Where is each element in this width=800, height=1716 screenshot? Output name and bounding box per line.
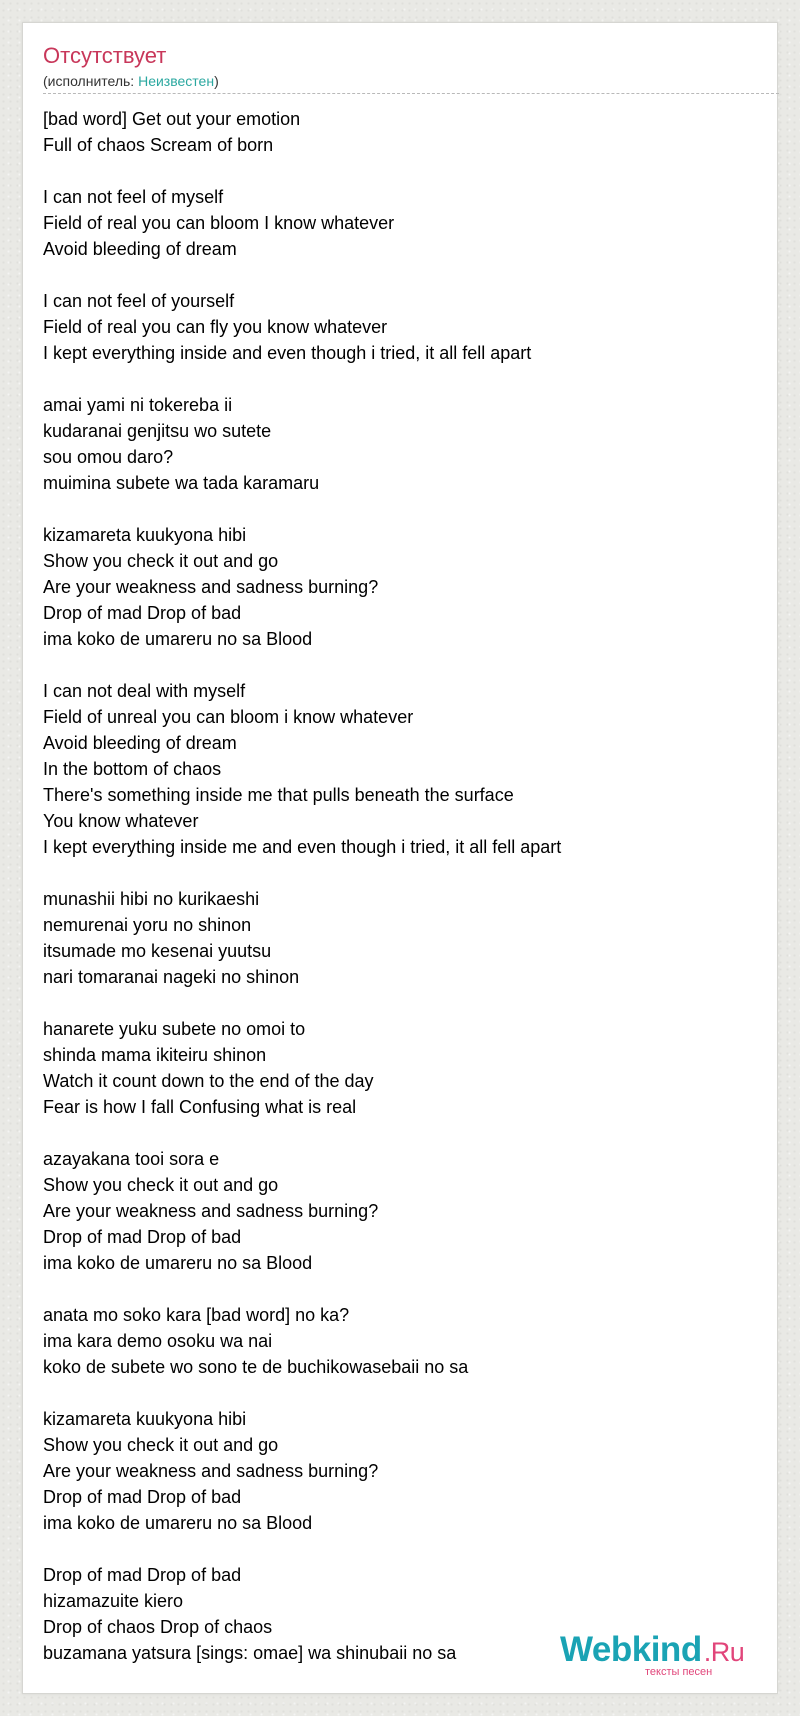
lyric-line: I kept everything inside and even though i tried, it all fell apart (43, 343, 532, 363)
lyric-line: Avoid bleeding of dream (43, 239, 237, 259)
lyric-line: There's something inside me that pulls beneath the surface (43, 785, 514, 805)
title-divider (43, 93, 779, 94)
lyric-line: Show you check it out and go (43, 1435, 279, 1455)
lyric-line: Drop of mad Drop of bad (43, 1565, 242, 1585)
lyric-line: shinda mama ikiteiru shinon (43, 1045, 267, 1065)
lyric-line: amai yami ni tokereba ii (43, 395, 233, 415)
lyric-line: [bad word] Get out your emotion (43, 109, 301, 129)
lyric-line: itsumade mo kesenai yuutsu (43, 941, 272, 961)
artist-link[interactable]: Неизвестен (138, 73, 215, 89)
lyric-line: Are your weakness and sadness burning? (43, 577, 379, 597)
lyric-line: Show you check it out and go (43, 1175, 279, 1195)
lyric-line: ima koko de umareru no sa Blood (43, 629, 313, 649)
stanza-break (43, 860, 763, 886)
stanza-break (43, 990, 763, 1016)
lyric-line: hanarete yuku subete no omoi to (43, 1019, 306, 1039)
stanza-break (43, 1276, 763, 1302)
webkind-logo (560, 1630, 770, 1678)
lyric-line: koko de subete wo sono te de buchikowasebaii no sa (43, 1357, 469, 1377)
stanza-break (43, 652, 763, 678)
lyric-line: Are your weakness and sadness burning? (43, 1201, 379, 1221)
lyric-line: kizamareta kuukyona hibi (43, 1409, 247, 1429)
lyric-line: Field of real you can fly you know whatever (43, 317, 388, 337)
lyric-line: I can not feel of yourself (43, 291, 235, 311)
stanza-break (43, 496, 763, 522)
lyric-line: ima koko de umareru no sa Blood (43, 1513, 313, 1533)
lyric-line: In the bottom of chaos (43, 759, 222, 779)
lyrics-body (43, 106, 763, 1666)
lyric-line: You know whatever (43, 811, 199, 831)
lyric-line: nemurenai yoru no shinon (43, 915, 252, 935)
lyric-line: I can not feel of myself (43, 187, 224, 207)
lyric-line: munashii hibi no kurikaeshi (43, 889, 260, 909)
logo-tld: .Ru (703, 1637, 745, 1667)
stanza-break (43, 1536, 763, 1562)
lyric-line: Avoid bleeding of dream (43, 733, 237, 753)
lyric-line: Watch it count down to the end of the day (43, 1071, 374, 1091)
lyric-line: anata mo soko kara [bad word] no ka? (43, 1305, 350, 1325)
lyric-line: sou omou daro? (43, 447, 174, 467)
stanza-break (43, 1120, 763, 1146)
lyric-line: Field of real you can bloom I know whatever (43, 213, 395, 233)
lyric-line: Drop of mad Drop of bad (43, 603, 242, 623)
lyric-line: muimina subete wa tada karamaru (43, 473, 320, 493)
stanza-break (43, 158, 763, 184)
artist-line (43, 73, 219, 89)
song-title: Отсутствует (43, 43, 167, 68)
lyric-line: Are your weakness and sadness burning? (43, 1461, 379, 1481)
lyric-line: hizamazuite kiero (43, 1591, 184, 1611)
artist-suffix: ) (214, 73, 219, 89)
stanza-break (43, 366, 763, 392)
lyric-line: Drop of mad Drop of bad (43, 1227, 242, 1247)
lyric-line: Drop of chaos Drop of chaos (43, 1617, 273, 1637)
lyric-line: Drop of mad Drop of bad (43, 1487, 242, 1507)
lyric-line: kudaranai genjitsu wo sutete (43, 421, 272, 441)
lyrics-card (22, 22, 778, 1694)
logo-tagline: тексты песен (645, 1666, 713, 1678)
artist-prefix: (исполнитель: (43, 73, 139, 89)
lyric-line: ima koko de umareru no sa Blood (43, 1253, 313, 1273)
lyric-line: I kept everything inside me and even though i tried, it all fell apart (43, 837, 562, 857)
lyric-line: Full of chaos Scream of born (43, 135, 274, 155)
stanza-break (43, 262, 763, 288)
lyric-line: I can not deal with myself (43, 681, 246, 701)
lyric-line: kizamareta kuukyona hibi (43, 525, 247, 545)
stanza-break (43, 1380, 763, 1406)
lyric-line: ima kara demo osoku wa nai (43, 1331, 273, 1351)
lyric-line: azayakana tooi sora e (43, 1149, 220, 1169)
lyric-line: Fear is how I fall Confusing what is real (43, 1097, 357, 1117)
lyric-line: buzamana yatsura [sings: omae] wa shinubaii no sa (43, 1643, 457, 1663)
lyric-line: Field of unreal you can bloom i know whatever (43, 707, 414, 727)
lyric-line: nari tomaranai nageki no shinon (43, 967, 300, 987)
logo-wordmark (560, 1630, 744, 1670)
logo-brand: Webkind (560, 1630, 702, 1669)
lyric-line: Show you check it out and go (43, 551, 279, 571)
